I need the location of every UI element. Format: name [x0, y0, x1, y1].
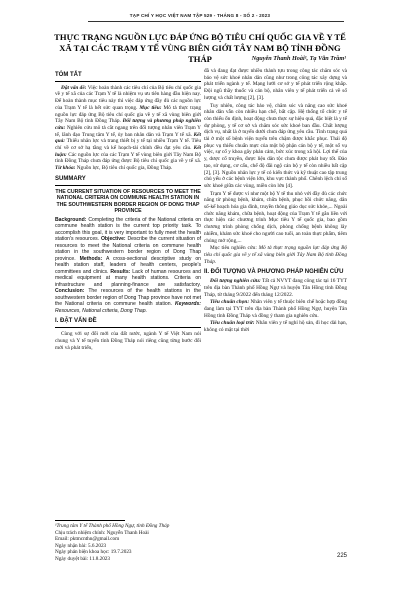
methods-item-2-label: Tiêu chuẩn chọn: — [210, 299, 250, 306]
methods-heading: II. ĐỐI TƯỢNG VÀ PHƯƠNG PHÁP NGHIÊN CỨU — [204, 269, 344, 276]
footnote-affiliation: ¹Trung tâm Y tế Thành phố Hồng Ngự, tỉnh Đồng Tháp — [55, 523, 170, 529]
methods-item-1-text: Tất cả NVYT đang công tác tại 16 TYT trên địa bàn Thành phố Hồng Ngự và huyện Tân Hồng tỉnh Đồng Tháp, từ tháng 9/2022 đến tháng 12/2022. — [204, 278, 348, 298]
header-rule — [88, 21, 344, 22]
article-authors: Nguyễn Thanh Hoài¹, Tạ Văn Trầm¹ — [251, 55, 346, 62]
methods-item-3 — [204, 320, 347, 333]
doi-tuong-label: Đối tượng và phương pháp nghiên cứu: — [55, 118, 201, 131]
dat-van-de-label: Đặt vấn đề: — [61, 84, 87, 91]
muc-tieu-label: Mục tiêu: — [139, 104, 162, 111]
muc-tieu-text: Mô tả thực trạng nguồn lực đáp ứng Bộ tiêu chí quốc gia về y tế xã vùng biên giới Tây Nam Bộ tỉnh Đồng Tháp. — [55, 104, 201, 125]
article-title: THỰC TRẠNG NGUỒN LỰC ĐÁP ỨNG BỘ TIÊU CHÍ QUỐC GIA VỀ Y TẾ XÃ TẠI CÁC TRẠM Y TẾ VÙNG BIÊN GIỚI TÂY NAM BỘ TỈNH ĐỒNG THÁP — [54, 32, 346, 64]
objective-statement: Mô tả thực trạng nguồn lực đáp ứng Bộ tiêu chí quốc gia về y tế xã vùng biên giới Tây Nam Bộ tỉnh Đồng Tháp. — [204, 245, 347, 265]
ket-luan-label: Kết luận: — [55, 145, 202, 158]
intro-heading: I. ĐẶT VẤN ĐỀ — [55, 318, 97, 325]
summary-en-rule — [55, 185, 201, 186]
right-paragraph-3: Trạm Y tế được ví như một bộ Y tế thu nhỏ với đầy đủ các chức năng từ phòng bệnh, khám, chữa bệnh, phục hồi chức năng, dân số-kế hoạch hóa gia đình, truyền thông giáo dục sức khỏe,... Ngoài chức năng khám, chữa bệnh, hoạt động của Trạm Y tế gắn liền với thực hiện các chương trình Mục tiêu Y tế quốc gia, bao gồm chương trình phòng chống dịch, phòng chống bệnh không lây nhiễm, khám sức khoẻ cho người cao tuổi, an toàn thực phẩm, tiêm chủng mở rộng,... — [204, 190, 347, 244]
intro-paragraph: Cùng với sự đổi mới của đất nước, ngành Y tế Việt Nam nói chung và Y tế tuyến tỉnh Đồng Tháp nói riêng cũng từng bước đổi mới và phát triển, — [55, 331, 201, 351]
summary-vi-body — [55, 85, 201, 172]
methods-item-1-label: Đối tượng nghiên cứu: — [210, 278, 261, 285]
footnote-email: Email: pktmcnthn@gmail.com — [55, 536, 120, 542]
methods-item-2 — [204, 299, 347, 319]
footnote-received: Ngày nhận bài: 5.6.2023 — [55, 542, 107, 549]
footnote-corresponding: Chịu trách nhiệm chính: Nguyễn Thanh Hoài — [55, 529, 149, 536]
ket-qua-text: Thiếu nhân lực và trang thiết bị y tế tại nhiều Trạm Y tế. Tiêu chí về cơ sở hạ tầng và kế hoạch-tài chính đều đạt yêu cầu. — [55, 138, 201, 152]
objective-lead: Mục tiêu nghiên cứu: — [210, 245, 257, 252]
keywords-label: Keywords: — [174, 301, 201, 308]
conclusion-text: The resources of the health stations in the southwestern border region of Dong Thap province have not met the National criteria on commune health station. — [55, 288, 201, 308]
footnote-accepted: Ngày duyệt bài: 11.8.2023 — [55, 555, 110, 562]
methods-item-2-text: Nhân viên y tế thuộc biên chế hoặc hợp đồng đang làm tại TYT trên địa bàn Thành phố Hồng Ngự, huyện Tân Hồng tỉnh Đồng Tháp và đồng ý tham gia nghiên cứu. — [204, 299, 347, 319]
methods-item-3-label: Tiêu chuẩn loại trừ: — [210, 320, 255, 327]
summary-en-body — [55, 217, 201, 315]
journal-header: TẠP CHÍ Y HỌC VIỆT NAM TẬP 529 - THÁNG 8 - SỐ 2 - 2023 — [129, 13, 271, 18]
keywords-text: Resources, National criteria, Dong Thap. — [55, 307, 148, 314]
summary-en-heading: SUMMARY — [55, 175, 86, 182]
results-text: Lack of human resources and medical equipment at many health stations. Criteria on infrastructure and planning-finance are satisfactory. — [55, 268, 201, 288]
objective-text: Describe the current situation of resources to meet the National criteria on commune health station in the southwestern border region of Dong Thap province. — [55, 236, 201, 262]
summary-en-title: THE CURRENT SITUATION OF RESOURCES TO MEET THE NATIONAL CRITERIA ON COMMUNE HEALTH STATION IN THE SOUTHWESTERN BORDER REGION OF DONG THAP PROVINCE — [55, 188, 201, 215]
footnote-rule — [55, 520, 125, 521]
doi-tuong-text: Nghiên cứu mô tả cắt ngang trên đối tượng nhân viên Trạm Y tế, lãnh đạo Trung tâm Y tế, ủy ban nhân dân và Trạm Y tế xã. — [55, 124, 201, 138]
results-label: Results: — [110, 268, 131, 275]
methods-item-3-text: Nhân viên y tế nghỉ hộ sản, đi học dài hạn, không có mặt tại thời — [204, 320, 348, 334]
methods-text: A cross-sectional descriptive study on health station staff, leaders of health centers, people's committees and clinics. — [55, 255, 201, 275]
objective-label: Objective: — [100, 236, 126, 243]
intro-rule — [55, 327, 201, 328]
ket-qua-label: Kết quả: — [55, 131, 201, 145]
right-paragraph-4 — [204, 245, 347, 265]
background-label: Background: — [55, 216, 87, 223]
tu-khoa-label: Từ khóa: — [55, 165, 76, 172]
footnote-reviewed: Ngày phản biện khoa học: 19.7.2023 — [55, 549, 132, 555]
page-number: 225 — [336, 553, 347, 559]
right-column — [204, 68, 347, 335]
background-text: Completing the criteria of the National criteria on commune health station is the current top priority task. To accomplish this goal, it is very important to fully meet the health station's resources. — [55, 216, 201, 243]
right-paragraph-2: Tuy nhiên, công tác bảo vệ, chăm sóc và nâng cao sức khoẻ nhân dân vẫn còn nhiều hạn chế, bất cập. Hệ thống tổ chức y tế còn thiếu ổn định, hoạt động chưa thực sự hiệu quả, đặc biệt là y tế dự phòng, y tế cơ sở và chăm sóc sức khoẻ ban đầu. Chất lượng dịch vụ, nhất là ở tuyến dưới chưa đáp ứng yêu cầu. Tình trạng quá tải ở một số bệnh viện tuyến trên chậm được khắc phục. Thái độ phục vụ thiếu chuẩn mực của một bộ phận cán bộ y tế, một số vụ việc, sự cố y khoa gây phản cảm, bức xúc trong xã hội. Lợi thế của y, dược cổ truyền, được liệu dân tộc chưa được phát huy tốt. Đào tạo, sử dụng, cơ cấu, chế độ đãi ngộ cán bộ y tế còn nhiều bất cập [2], [3]. Nguồn nhân lực y tế có kiến thức và kỹ thuật cao tập trung chủ yếu ở các bệnh viện lớn, khu vực thành phố. Chênh lệch chỉ số sức khoẻ giữa các vùng, miền còn lớn [4]. — [204, 102, 347, 189]
summary-vi-heading: TÓM TẮT — [55, 72, 82, 78]
right-paragraph-1: đã và đang đạt được nhiều thành tựu trong công tác chăm sóc và bảo vệ sức khoẻ nhân dân cũng như trong công tác xây dựng và phát triển ngành y tế. Mạng lưới cơ sở y tế phát triển rộng khắp. Đội ngũ thầy thuốc và cán bộ, nhân viên y tế phát triển cả về số lượng và chất lượng [2], [3]. — [204, 68, 347, 101]
conclusion-label: Conclusion: — [55, 288, 85, 295]
ket-luan-text: Các nguồn lực của các Trạm Y tế vùng biên giới Tây Nam Bộ tỉnh Đồng Tháp chưa đáp ứng được Bộ tiêu chí quốc gia về y tế xã. — [55, 151, 201, 165]
summary-vi-rule — [55, 81, 201, 82]
left-column — [55, 68, 201, 352]
tu-khoa-text: Nguồn lực, Bộ tiêu chí quốc gia, Đồng Tháp. — [76, 165, 173, 172]
methods-item-1 — [204, 278, 347, 298]
methods-label: Methods: — [79, 255, 103, 262]
dat-van-de-text: Việc hoàn thành các tiêu chí của Bộ tiêu chí quốc gia về y tế xã của các Trạm Y tế là nhiệm vụ ưu tiên hàng đầu hiện nay. Để hoàn thành mục tiêu này thì việc đáp ứng đầy đủ các nguồn lực của Trạm Y tế là hết sức quan trọng. — [55, 84, 201, 111]
footnotes — [55, 520, 201, 562]
